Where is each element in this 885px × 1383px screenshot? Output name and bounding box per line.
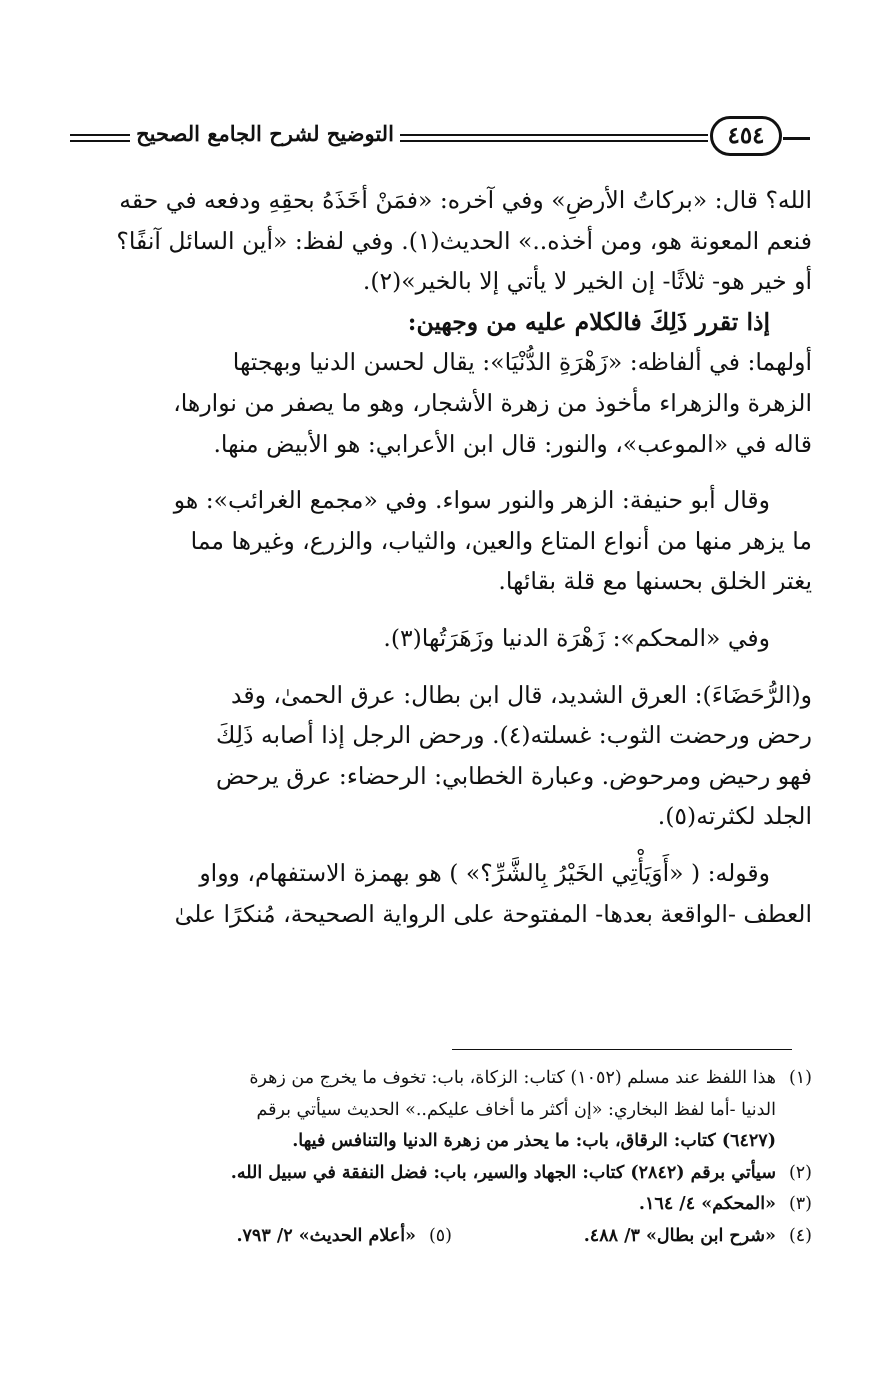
- footnote-text: الدنيا -أما لفظ البخاري: «إن أكثر ما أخاف عليكم..» الحديث سيأتي برقم: [256, 1099, 776, 1120]
- footnote-2: [70, 1158, 812, 1190]
- footnote-4: [452, 1221, 812, 1253]
- page-header: [70, 116, 810, 160]
- footnote-number: (١): [788, 1068, 812, 1088]
- text-line: و(الرُّحَضَاءَ): العرق الشديد، قال ابن بطال: عرق الحمىٰ، وقد: [231, 680, 812, 709]
- footnote-text: (٦٤٢٧) كتاب: الرقاق، باب: ما يحذر من زهرة الدنيا والتنافس فيها.: [292, 1131, 776, 1151]
- running-title: التوضيح لشرح الجامع الصحيح: [136, 121, 394, 146]
- text-line: الله؟ قال: «بركاتُ الأرضِ» وفي آخره: «فمَنْ أخَذَهُ بحقِهِ ودفعه في حقه: [119, 186, 812, 214]
- footnote-5: [92, 1221, 452, 1253]
- footnote-separator: [452, 1049, 792, 1050]
- header-rule: [70, 134, 130, 136]
- paragraph: [70, 302, 812, 343]
- text-line: إذا تقرر ذَلِكَ فالكلام عليه من وجهين:: [407, 307, 770, 336]
- footnote-3: [70, 1189, 812, 1221]
- text-line: فهو رحيض ومرحوض. وعبارة الخطابي: الرحضاء: عرق يرحض: [215, 761, 812, 790]
- footnote-text: «المحكم» ٤/ ١٦٤.: [638, 1194, 776, 1214]
- text-line: أو خير هو- ثلاثًا- إن الخير لا يأتي إلا بالخير»(٢).: [362, 267, 812, 296]
- text-line: وقال أبو حنيفة: الزهر والنور سواء. وفي «مجمع الغرائب»: هو: [173, 486, 770, 515]
- footnote-text: «أعلام الحديث» ٢/ ٧٩٣.: [236, 1225, 416, 1246]
- page-number: ٤٥٤: [710, 116, 782, 156]
- text-line: وفي «المحكم»: زَهْرَة الدنيا وزَهَرَتُها(٣).: [383, 623, 770, 652]
- text-line: وقوله: ( «أَوَيَأْتِي الخَيْرُ بِالشَّرِّ؟» ) هو بهمزة الاستفهام، وواو: [199, 858, 770, 887]
- main-text: [70, 180, 812, 934]
- paragraph: [70, 480, 812, 602]
- paragraph: [70, 342, 812, 464]
- footnote-1: [70, 1063, 812, 1095]
- footnote-number: (٥): [428, 1225, 452, 1246]
- footnote-number: (٣): [788, 1194, 812, 1214]
- paragraph: [70, 675, 812, 837]
- text-line: الزهرة والزهراء مأخوذ من زهرة الأشجار، وهو ما يصفر من نوارها،: [173, 388, 812, 417]
- paragraph: [70, 618, 812, 659]
- text-line: ما يزهر منها من أنواع المتاع والعين، والثياب، والزرع، وغيرها مما: [190, 526, 812, 555]
- text-line: قاله في «الموعب»، والنور: قال ابن الأعرابي: هو الأبيض منها.: [213, 429, 812, 458]
- footnote-text: «شرح ابن بطال» ٣/ ٤٨٨.: [583, 1225, 776, 1246]
- header-rule: [400, 134, 708, 136]
- footnote-text: هذا اللفظ عند مسلم (١٠٥٢) كتاب: الزكاة، باب: تخوف ما يخرج من زهرة: [249, 1068, 776, 1088]
- footnote-number: (٤): [788, 1225, 812, 1246]
- text-line: الجلد لكثرته(٥).: [657, 802, 812, 831]
- footnote-row: [70, 1221, 812, 1253]
- header-rule: [783, 137, 810, 140]
- paragraph: [70, 180, 812, 302]
- text-line: يغتر الخلق بحسنها مع قلة بقائها.: [498, 567, 812, 596]
- text-line: أولهما: في ألفاظه: «زَهْرَةِ الدُّنْيَا»: يقال لحسن الدنيا وبهجتها: [232, 348, 812, 377]
- footnote-1-continued: [70, 1126, 812, 1158]
- footnotes: [70, 1063, 812, 1252]
- text-line: فنعم المعونة هو، ومن أخذه..» الحديث(١). وفي لفظ: «أين السائل آنفًا؟: [116, 226, 812, 255]
- header-rule: [70, 140, 130, 142]
- paragraph: [70, 853, 812, 934]
- footnote-text: سيأتي برقم (٢٨٤٢) كتاب: الجهاد والسير، باب: فضل النفقة في سبيل الله.: [230, 1162, 776, 1183]
- text-line: رحض ورحضت الثوب: غسلته(٤). ورحض الرجل إذا أصابه ذَلِكَ: [216, 721, 812, 750]
- footnote-1-continued: [70, 1095, 812, 1127]
- header-rule: [400, 140, 708, 142]
- text-line: العطف -الواقعة بعدها- المفتوحة على الرواية الصحيحة، مُنكرًا علىٰ: [174, 899, 812, 928]
- footnote-number: (٢): [788, 1162, 812, 1183]
